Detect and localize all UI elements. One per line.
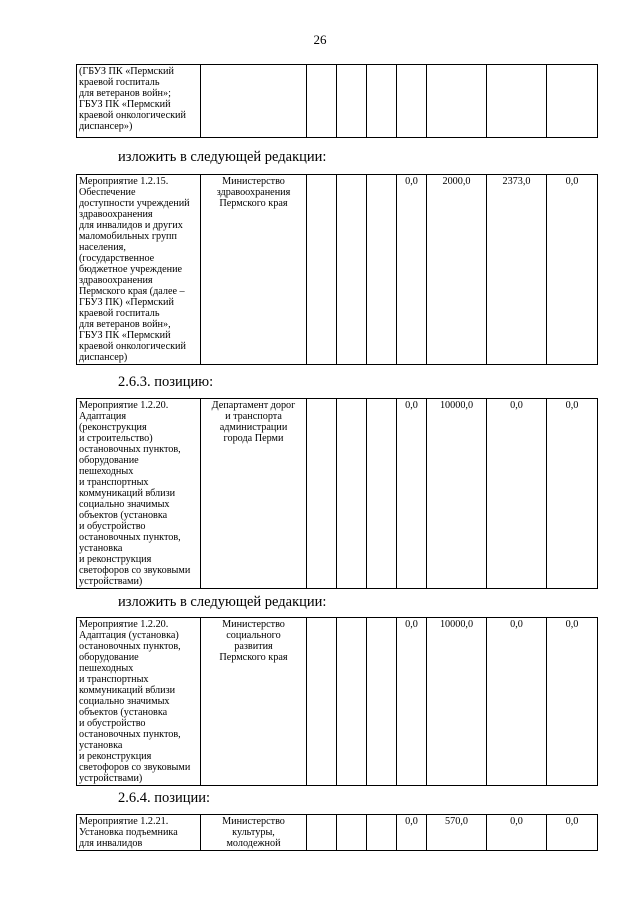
value-cell [307,65,337,138]
value-cell: 2000,0 [427,175,487,365]
table-row [77,618,598,786]
value-cell [367,815,397,851]
section-heading: 2.6.3. позицию: [118,374,214,390]
table-row [77,399,598,589]
table-fragment-5 [76,814,598,851]
table-row [77,815,598,851]
value-cell: 0,0 [487,618,547,786]
value-cell [427,65,487,138]
value-cell [337,618,367,786]
responsible-cell: Министерство социального развития Пермского края [201,618,307,786]
value-cell [337,815,367,851]
activity-name-cell: Мероприятие 1.2.21. Установка подъемника для инвалидов [77,815,201,851]
value-cell: 0,0 [547,175,598,365]
value-cell [367,618,397,786]
table-row [77,175,598,365]
activity-name-cell: Мероприятие 1.2.20. Адаптация (реконструкция и строительство) остановочных пунктов, оборудование пешеходных и транспортных коммуникаций вблизи социально значимых объектов (установка и обустройство остановочных пунктов, установка и реконструкция светофоров со звуковыми устройствами) [77,399,201,589]
table-fragment-3 [76,398,598,589]
page-number: 26 [313,32,327,47]
value-cell: 0,0 [397,618,427,786]
value-cell [367,399,397,589]
section-heading: 2.6.4. позиции: [118,790,211,806]
value-cell: 10000,0 [427,399,487,589]
value-cell: 0,0 [397,815,427,851]
value-cell [337,399,367,589]
value-cell: 10000,0 [427,618,487,786]
table-fragment-1 [76,64,598,138]
value-cell: 0,0 [547,618,598,786]
responsible-cell: Министерство культуры, молодежной [201,815,307,851]
value-cell: 570,0 [427,815,487,851]
activity-name-cell: Мероприятие 1.2.15. Обеспечение доступности учреждений здравоохранения для инвалидов и других маломобильных групп населения, (государственное бюджетное учреждение здравоохранения Пермского края (далее – ГБУЗ ПК) «Пермский краевой госпиталь для ветеранов войн», ГБУЗ ПК «Пермский краевой онкологический диспансер) [77,175,201,365]
value-cell: 0,0 [397,175,427,365]
value-cell [367,65,397,138]
responsible-cell: Министерство здравоохранения Пермского края [201,175,307,365]
responsible-cell: Департамент дорог и транспорта администрации города Перми [201,399,307,589]
table-row [77,65,598,138]
value-cell [397,65,427,138]
table-fragment-2 [76,174,598,365]
value-cell: 0,0 [487,815,547,851]
instruction-text: изложить в следующей редакции: [118,594,327,610]
value-cell [337,65,367,138]
value-cell [307,815,337,851]
value-cell: 0,0 [397,399,427,589]
value-cell [307,618,337,786]
activity-name-cell: (ГБУЗ ПК «Пермский краевой госпиталь для ветеранов войн»; ГБУЗ ПК «Пермский краевой онкологический диспансер») [77,65,201,138]
value-cell [547,65,598,138]
value-cell [337,175,367,365]
responsible-cell [201,65,307,138]
value-cell: 2373,0 [487,175,547,365]
value-cell [307,175,337,365]
value-cell [367,175,397,365]
table-fragment-4 [76,617,598,786]
instruction-text: изложить в следующей редакции: [118,149,327,165]
value-cell [487,65,547,138]
value-cell: 0,0 [547,399,598,589]
value-cell: 0,0 [547,815,598,851]
value-cell [307,399,337,589]
activity-name-cell: Мероприятие 1.2.20. Адаптация (установка) остановочных пунктов, оборудование пешеходных и транспортных коммуникаций вблизи социально значимых объектов (установка и обустройство остановочных пунктов, установка и реконструкция светофоров со звуковыми устройствами) [77,618,201,786]
value-cell: 0,0 [487,399,547,589]
